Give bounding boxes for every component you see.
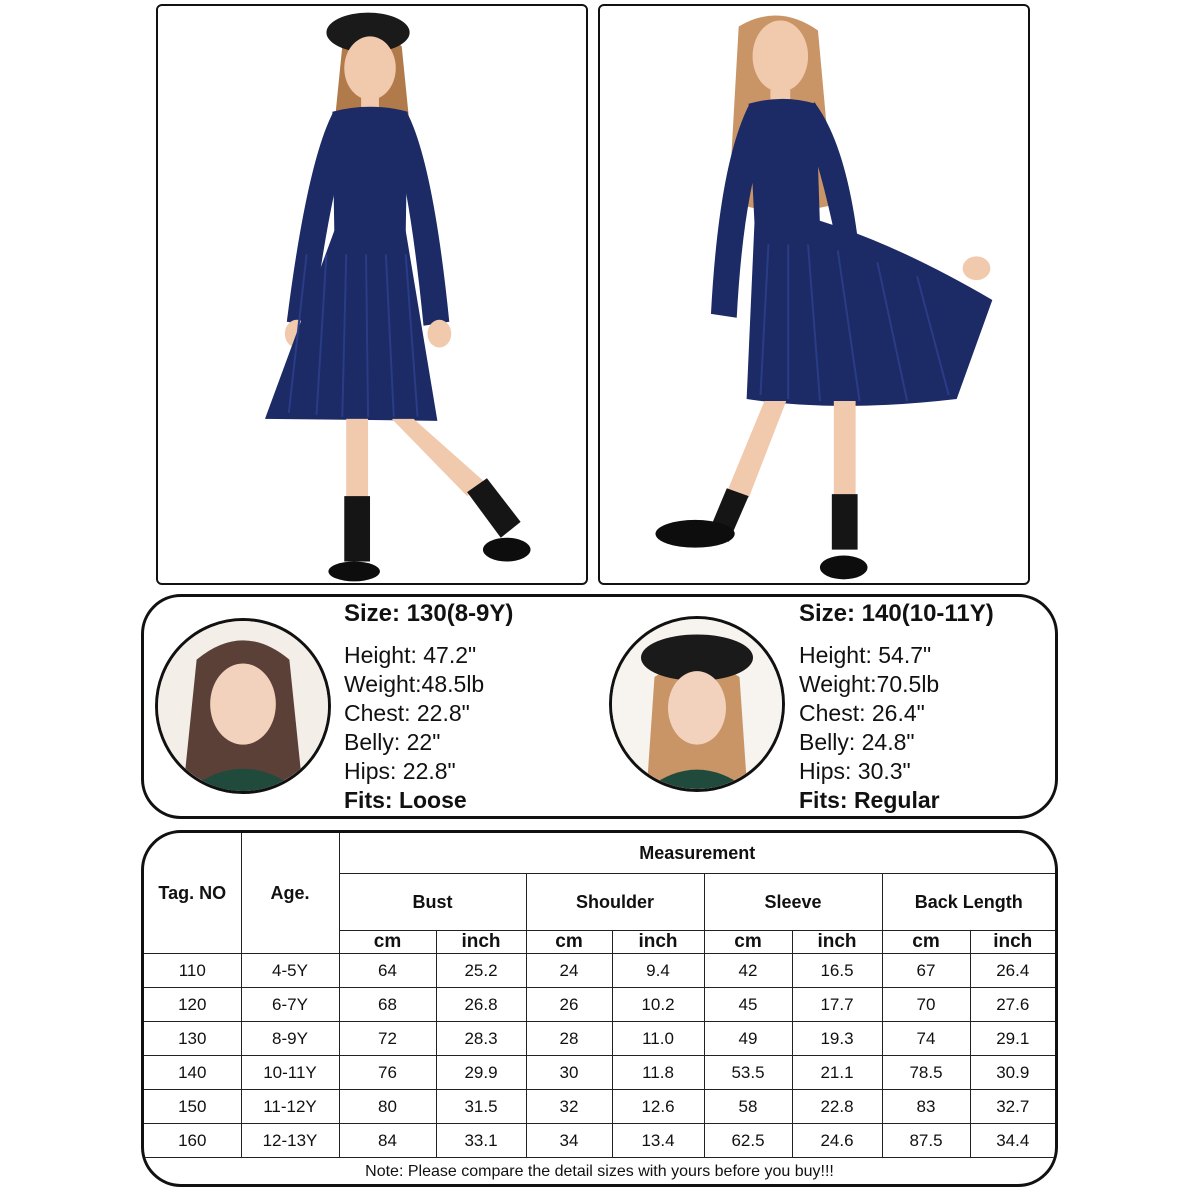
unit-inch: inch [970,931,1055,954]
table-cell: 45 [704,988,792,1022]
table-row [144,954,1055,988]
model-portrait-illustration [612,619,782,789]
table-cell: 25.2 [436,954,526,988]
table-cell: 70 [882,988,970,1022]
table-cell: 10-11Y [241,1056,339,1090]
table-cell: 32 [526,1090,612,1124]
model-height: Height: 54.7" [799,642,932,668]
table-cell: 160 [144,1124,241,1158]
table-cell: 74 [882,1022,970,1056]
table-cell: 10.2 [612,988,704,1022]
table-cell: 84 [339,1124,436,1158]
table-cell: 58 [704,1090,792,1124]
table-cell: 12.6 [612,1090,704,1124]
unit-cm: cm [704,931,792,954]
model-info-panel [141,594,1058,819]
model-weight: Weight:48.5lb [344,671,485,697]
table-cell: 130 [144,1022,241,1056]
table-row [144,1124,1055,1158]
table-cell: 19.3 [792,1022,882,1056]
table-cell: 29.1 [970,1022,1055,1056]
table-cell: 62.5 [704,1124,792,1158]
table-cell: 13.4 [612,1124,704,1158]
model-fits: Fits: Regular [799,787,940,813]
table-cell: 78.5 [882,1056,970,1090]
model-chest: Chest: 22.8" [344,700,470,726]
model-belly: Belly: 24.8" [799,729,915,755]
table-cell: 30.9 [970,1056,1055,1090]
table-cell: 24.6 [792,1124,882,1158]
table-cell: 83 [882,1090,970,1124]
model-avatar-2 [609,616,785,792]
model-chest: Chest: 26.4" [799,700,925,726]
table-cell: 8-9Y [241,1022,339,1056]
shoulder-header: Shoulder [526,874,704,931]
size-note: Note: Please compare the detail sizes with yours before you buy!!! [365,1163,834,1180]
table-cell: 27.6 [970,988,1055,1022]
table-row [144,1022,1055,1056]
size-table [144,833,1055,1158]
size-chart [141,830,1058,1187]
model-height: Height: 47.2" [344,642,477,668]
table-cell: 9.4 [612,954,704,988]
back-length-header: Back Length [882,874,1055,931]
table-cell: 26.8 [436,988,526,1022]
table-cell: 29.9 [436,1056,526,1090]
table-cell: 64 [339,954,436,988]
table-cell: 150 [144,1090,241,1124]
table-cell: 11.0 [612,1022,704,1056]
table-cell: 26.4 [970,954,1055,988]
product-photo-side [598,4,1030,585]
table-cell: 21.1 [792,1056,882,1090]
unit-inch: inch [436,931,526,954]
table-cell: 53.5 [704,1056,792,1090]
table-cell: 120 [144,988,241,1022]
table-cell: 28.3 [436,1022,526,1056]
table-cell: 26 [526,988,612,1022]
model-avatar-1 [155,618,331,794]
model-weight: Weight:70.5lb [799,671,940,697]
model-size-title: Size: 140(10-11Y) [799,600,994,627]
model-stats-1 [344,599,513,815]
table-cell: 24 [526,954,612,988]
table-row [144,1090,1055,1124]
table-cell: 80 [339,1090,436,1124]
unit-cm: cm [526,931,612,954]
table-cell: 34 [526,1124,612,1158]
model-hips: Hips: 30.3" [799,758,911,784]
sleeve-header: Sleeve [704,874,882,931]
table-cell: 12-13Y [241,1124,339,1158]
table-row [144,988,1055,1022]
table-cell: 140 [144,1056,241,1090]
table-cell: 17.7 [792,988,882,1022]
table-cell: 76 [339,1056,436,1090]
table-cell: 16.5 [792,954,882,988]
age-header: Age. [241,833,339,954]
model-stats-2 [799,599,994,815]
table-cell: 31.5 [436,1090,526,1124]
tag-no-header: Tag. NO [144,833,241,954]
unit-cm: cm [882,931,970,954]
model-size-title: Size: 130(8-9Y) [344,600,514,627]
table-cell: 110 [144,954,241,988]
unit-inch: inch [612,931,704,954]
table-cell: 72 [339,1022,436,1056]
unit-inch: inch [792,931,882,954]
table-row [144,1056,1055,1090]
table-cell: 6-7Y [241,988,339,1022]
model-photo-illustration [600,6,1028,583]
table-cell: 11.8 [612,1056,704,1090]
model-belly: Belly: 22" [344,729,441,755]
table-cell: 49 [704,1022,792,1056]
table-cell: 32.7 [970,1090,1055,1124]
model-fits: Fits: Loose [344,787,467,813]
table-cell: 28 [526,1022,612,1056]
model-portrait-illustration [158,621,328,791]
bust-header: Bust [339,874,526,931]
table-cell: 4-5Y [241,954,339,988]
table-cell: 67 [882,954,970,988]
measurement-header: Measurement [339,833,1055,874]
product-photo-front [156,4,588,585]
table-cell: 11-12Y [241,1090,339,1124]
table-cell: 87.5 [882,1124,970,1158]
table-cell: 42 [704,954,792,988]
table-cell: 68 [339,988,436,1022]
unit-cm: cm [339,931,436,954]
table-cell: 34.4 [970,1124,1055,1158]
table-cell: 22.8 [792,1090,882,1124]
model-hips: Hips: 22.8" [344,758,456,784]
table-cell: 33.1 [436,1124,526,1158]
model-photo-illustration [158,6,586,583]
table-cell: 30 [526,1056,612,1090]
